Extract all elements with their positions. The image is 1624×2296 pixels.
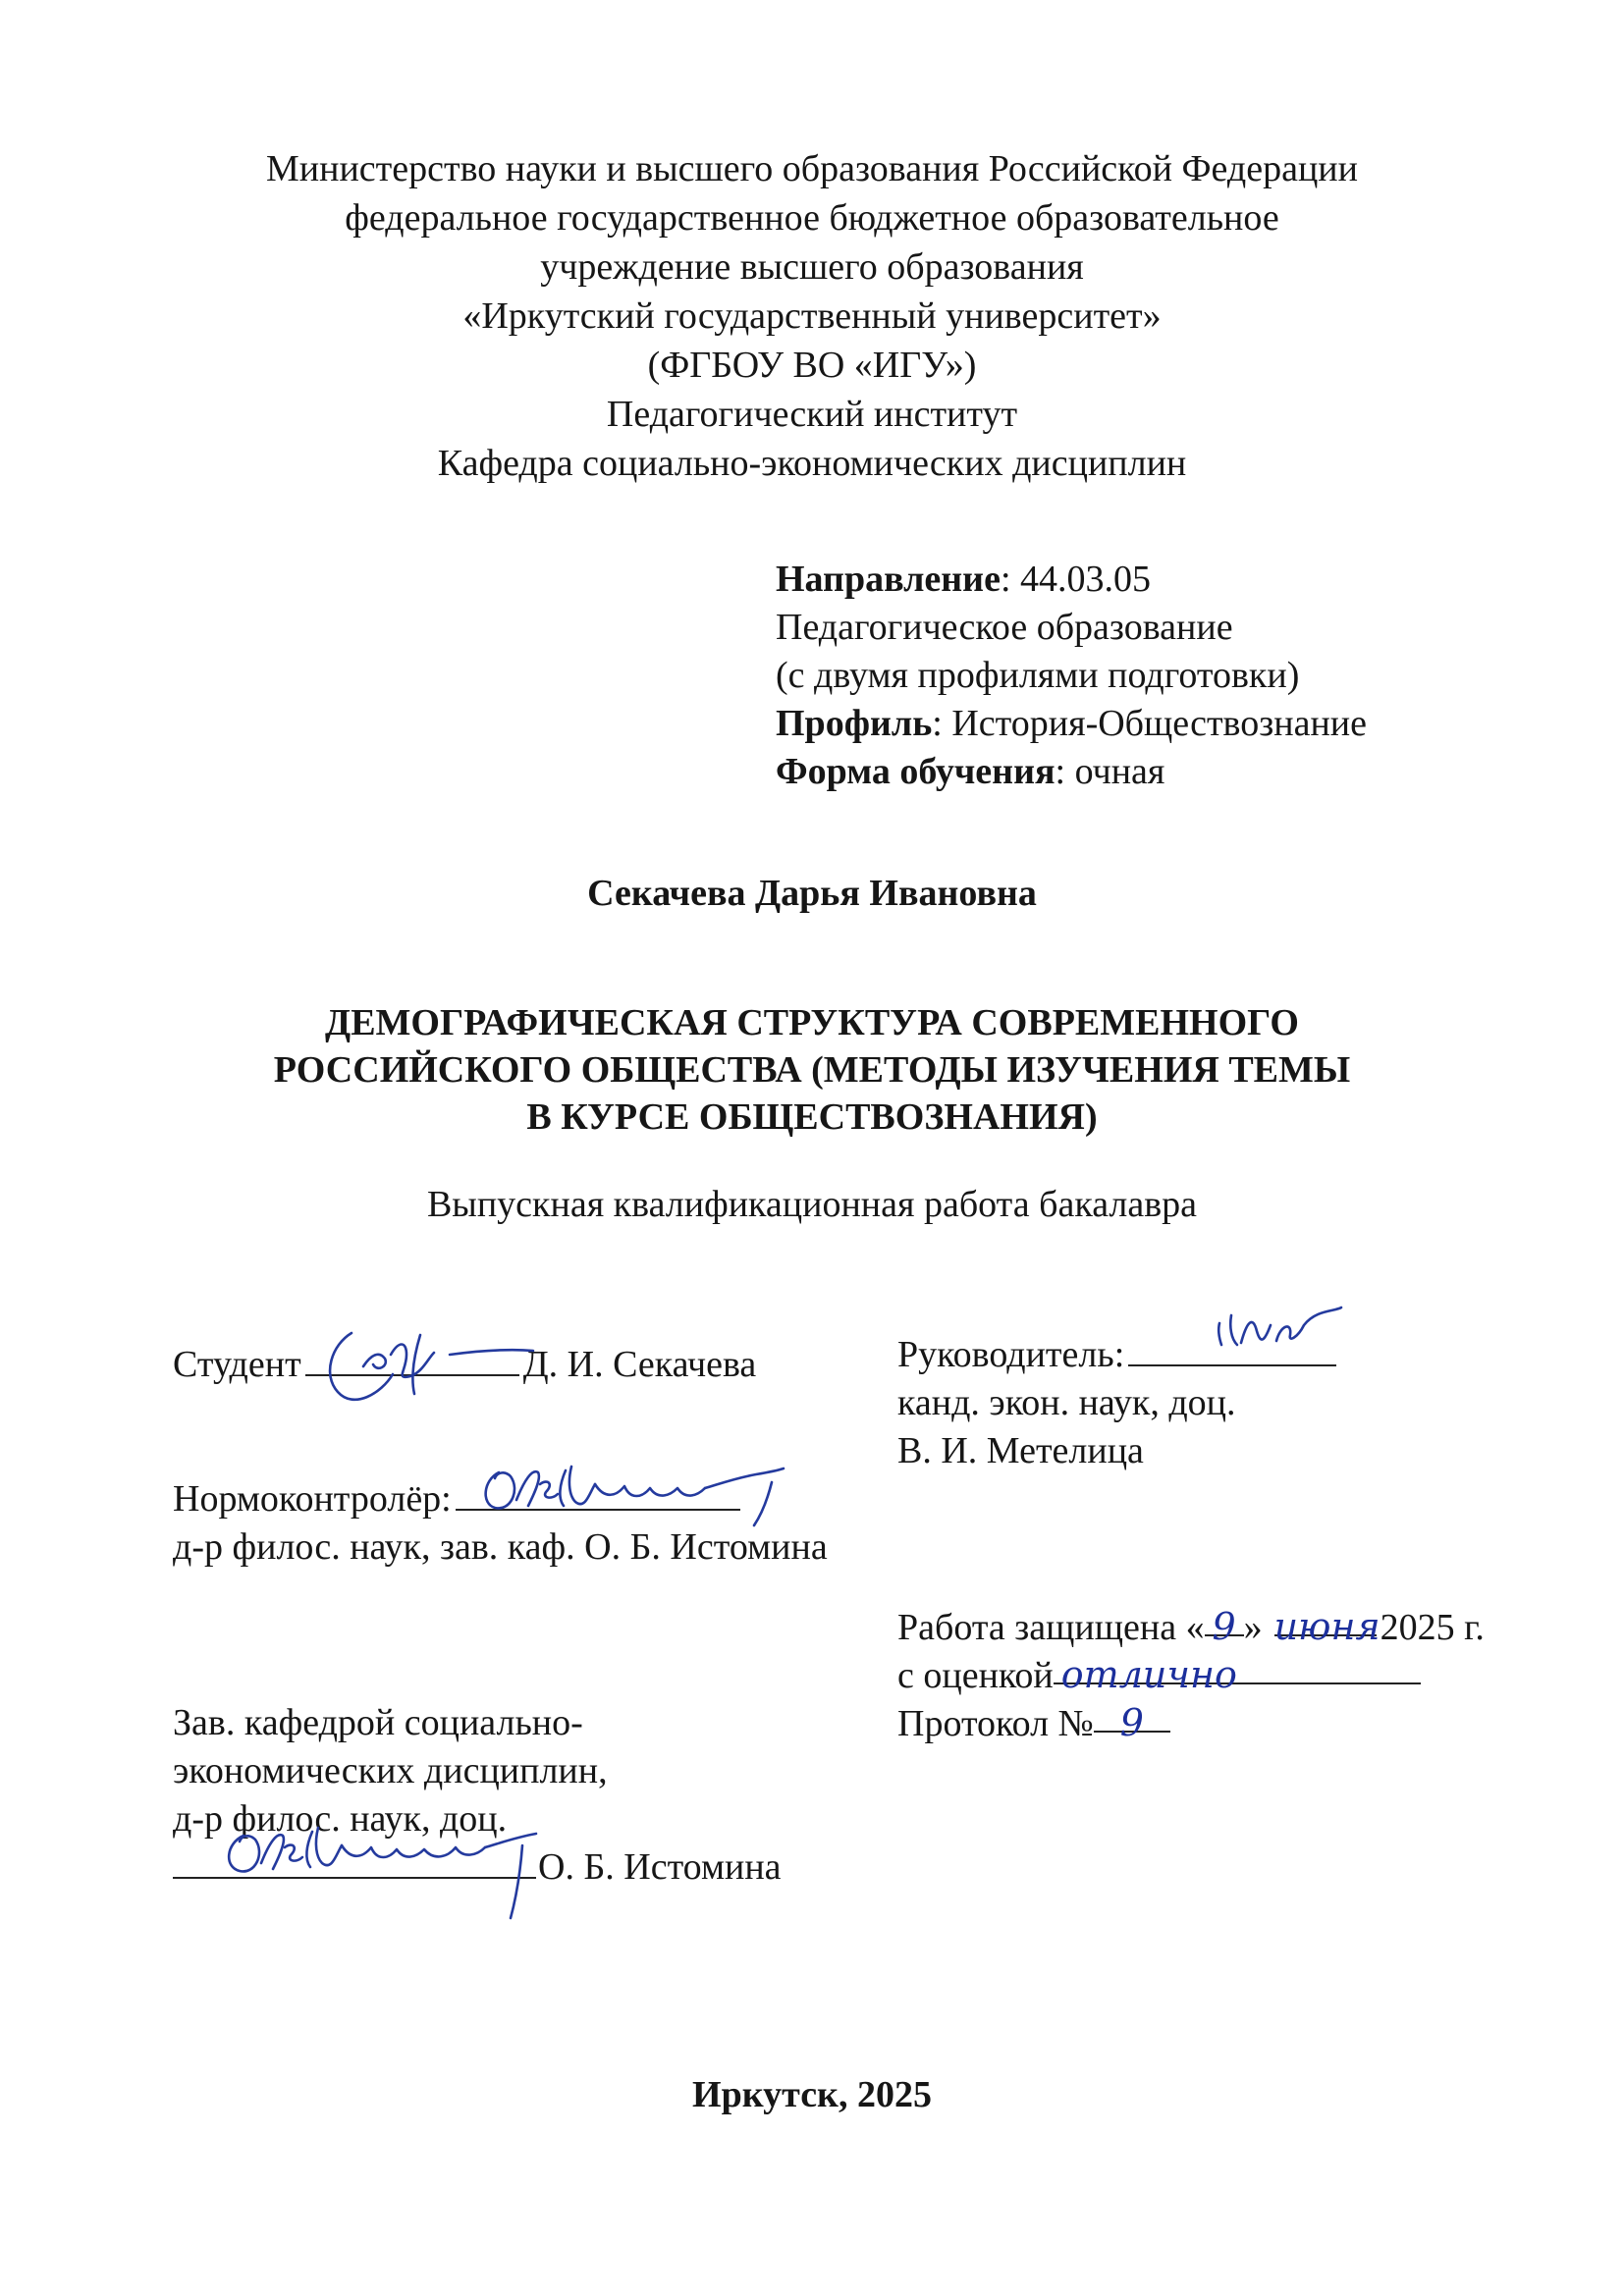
direction-line-3: (с двумя профилями подготовки) <box>776 655 1300 696</box>
protocol-line <box>897 1701 1170 1745</box>
defense-month: июня <box>1273 1605 1380 1648</box>
study-form-label: Форма обучения <box>776 751 1056 792</box>
protocol-number: 9 <box>1094 1701 1170 1733</box>
normcontrol-details: д-р филос. наук, зав. каф. О. Б. Истомина <box>173 1526 828 1568</box>
grade-value: отлично <box>1054 1653 1421 1684</box>
profile-line <box>776 702 1367 745</box>
defense-line <box>897 1605 1485 1649</box>
head-of-dept-line-2: экономических дисциплин, <box>173 1750 608 1791</box>
head-of-dept-signature <box>216 1812 550 1930</box>
head-of-dept-line-1: Зав. кафедрой социально- <box>173 1702 583 1743</box>
supervisor-name: В. И. Метелица <box>897 1430 1144 1471</box>
profile-label: Профиль <box>776 703 933 744</box>
ministry-line: Министерство науки и высшего образования Российской Федерации <box>266 148 1358 189</box>
work-type: Выпускная квалификационная работа бакалавра <box>426 1184 1198 1225</box>
defense-mid: » <box>1243 1607 1263 1648</box>
profile-value: : История-Обществознание <box>932 703 1367 744</box>
department-name: Кафедра социально-экономических дисциплин <box>437 443 1187 484</box>
university-name: «Иркутский государственный университет» <box>462 295 1162 337</box>
direction-value: : 44.03.05 <box>1000 559 1152 600</box>
institution-type-line-2: учреждение высшего образования <box>540 246 1084 288</box>
normcontrol-label: Нормоконтролёр: <box>173 1478 452 1520</box>
direction-label: Направление <box>776 559 1001 600</box>
supervisor-signature <box>1208 1302 1345 1370</box>
student-signature <box>312 1315 548 1423</box>
direction-line <box>776 558 1151 601</box>
student-label: Студент <box>173 1344 301 1385</box>
institute-name: Педагогический институт <box>606 394 1018 435</box>
grade-label-text: с оценкой <box>897 1655 1054 1696</box>
thesis-title-line-3: В КУРСЕ ОБЩЕСТВОЗНАНИЯ) <box>526 1096 1098 1138</box>
thesis-title-line-2: РОССИЙСКОГО ОБЩЕСТВА (МЕТОДЫ ИЗУЧЕНИЯ ТЕМЫ <box>273 1049 1351 1091</box>
institution-type-line: федеральное государственное бюджетное образовательное <box>345 197 1279 239</box>
head-of-dept-name: О. Б. Истомина <box>538 1846 782 1888</box>
student-name: Д. И. Секачева <box>522 1344 757 1385</box>
city-year: Иркутск, 2025 <box>692 2074 932 2115</box>
study-form-line <box>776 750 1164 793</box>
direction-line-2: Педагогическое образование <box>776 607 1233 648</box>
protocol-label: Протокол № <box>897 1703 1094 1744</box>
supervisor-label: Руководитель: <box>897 1334 1125 1375</box>
supervisor-degree: канд. экон. наук, доц. <box>897 1382 1236 1423</box>
defense-year: 2025 г. <box>1380 1607 1485 1648</box>
defense-day: 9 <box>1205 1605 1244 1636</box>
head-of-dept-line-3: д-р филос. наук, доц. <box>173 1798 508 1840</box>
author-name: Секачева Дарья Ивановна <box>587 873 1037 914</box>
defense-prefix: Работа защищена « <box>897 1607 1205 1648</box>
thesis-title-line-1: ДЕМОГРАФИЧЕСКАЯ СТРУКТУРА СОВРЕМЕННОГО <box>325 1002 1299 1043</box>
study-form-value: : очная <box>1055 751 1165 792</box>
grade-line <box>897 1653 1421 1697</box>
university-abbreviation: (ФГБОУ ВО «ИГУ») <box>647 345 977 386</box>
normcontrol-signature <box>477 1455 791 1533</box>
